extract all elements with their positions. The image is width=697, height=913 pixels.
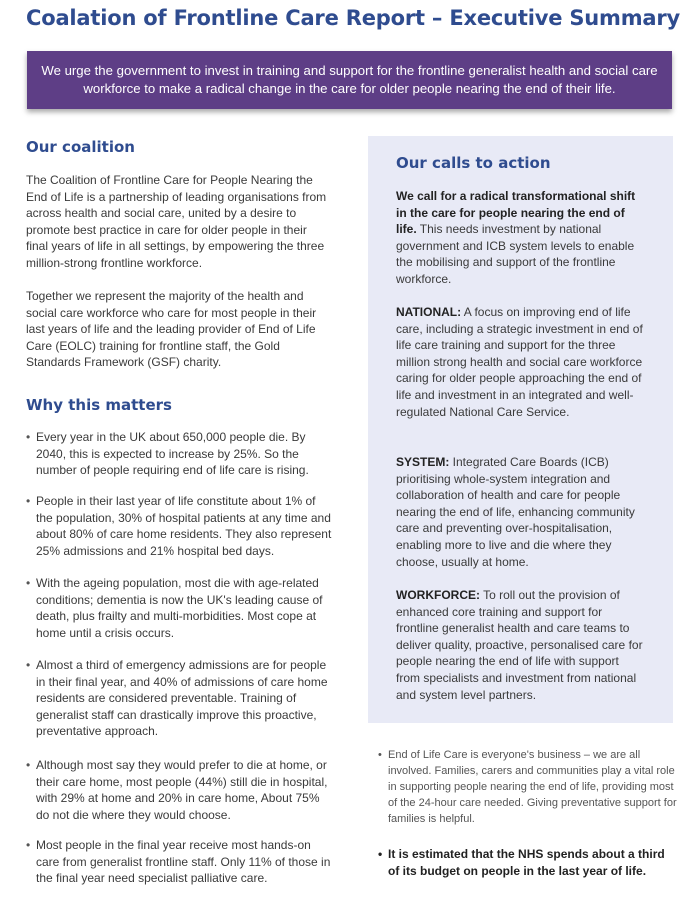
system-label: SYSTEM: (396, 455, 450, 469)
calls-intro (396, 188, 646, 288)
calls-workforce (396, 587, 646, 703)
bullet-icon: • (26, 576, 31, 590)
coalition-heading: Our coalition (26, 138, 135, 156)
coalition-paragraph-1: The Coalition of Frontline Care for People Nearing the End of Life is a partnership of leading organisations from across health and social care, united by a desire to promote best practice in care for older people in their final years of life in all settings, by empowering the three million-strong frontline workforce. (26, 173, 327, 270)
footnote-text: End of Life Care is everyone's business – we are all involved. Families, carers and communities play a vital role in supporting people nearing the end of life, providing most of the 24-hour care needed. Giving preventative support for families is helpful. (388, 749, 677, 825)
list-item (26, 657, 332, 740)
calls-heading: Our calls to action (396, 154, 551, 172)
calls-system (396, 454, 646, 570)
bullet-icon: • (26, 430, 31, 444)
national-label: NATIONAL: (396, 305, 462, 319)
list-item (26, 757, 332, 823)
bullet-icon: • (26, 758, 31, 772)
list-item (26, 837, 332, 887)
list-item-text: With the ageing population, most die with age-related conditions; dementia is now the UK's leading cause of death, plus frailty and multi-morbidities. Most cope at home until a crisis occurs. (36, 576, 323, 640)
national-text: A focus on improving end of life care, including a strategic investment in end of life care training and support for the three million strong health and social care workforce caring for older people approaching the end of life and investment in an integrated and well-regulated National Care Service. (396, 305, 643, 419)
calls-intro-bold: We call for a radical transformational shift in the care for people nearing the end of life. (396, 189, 636, 237)
list-item-text: Almost a third of emergency admissions are for people in their final year, and 40% of admissions of care home residents are considered preventable. Training of generalist staff can drastically improve this proactive, preventative approach. (36, 658, 328, 739)
bullet-icon: • (378, 847, 383, 861)
bullet-icon: • (26, 658, 31, 672)
summary-banner: We urge the government to invest in training and support for the frontline generalist health and social care workforce to make a radical change in the care for older people nearing the end of their life. (27, 51, 672, 109)
list-item (26, 575, 332, 641)
list-item (26, 493, 332, 559)
workforce-label: WORKFORCE: (396, 588, 480, 602)
calls-intro-text: This needs investment by national government and ICB system levels to enable the mobilising and support of the frontline workforce. (396, 222, 635, 286)
list-item-text: Every year in the UK about 650,000 people die. By 2040, this is expected to increase by 25%. So the number of people requiring end of life care is rising. (36, 430, 309, 478)
system-text: Integrated Care Boards (ICB) prioritising whole-system integration and collaboration of health and care for people nearing the end of life, enhancing community care and preventing over-hospitalisation, enabling more to live and die where they choose, usually at home. (396, 455, 635, 569)
footnote-item (378, 846, 678, 879)
footnote-item (378, 747, 678, 827)
list-item-text: Most people in the final year receive most hands-on care from generalist frontline staff. Only 11% of those in the final year need specialist palliative care. (36, 838, 331, 886)
bullet-icon: • (26, 838, 31, 852)
bullet-icon: • (26, 494, 31, 508)
workforce-text: To roll out the provision of enhanced core training and support for frontline generalist health and care teams to deliver quality, proactive, personalised care for people nearing the end of life with support from specialists and investment from national and system level partners. (396, 588, 643, 702)
why-heading: Why this matters (26, 396, 172, 414)
footnote-text: It is estimated that the NHS spends about a third of its budget on people in the last year of life. (388, 847, 665, 878)
calls-to-action-panel (368, 136, 673, 723)
list-item (26, 429, 332, 479)
list-item-text: Although most say they would prefer to die at home, or their care home, most people (44%) still die in hospital, with 29% at home and 20% in care home, About 75% do not die where they would choose. (36, 758, 328, 822)
coalition-paragraph-2: Together we represent the majority of the health and social care workforce who care for most people in their last years of life and the leading provider of End of Life Care (EOLC) training for frontline staff, the Gold Standards Framework (GSF) charity. (26, 289, 317, 370)
page-title: Coalation of Frontline Care Report – Executive Summary (26, 6, 681, 30)
list-item-text: People in their last year of life constitute about 1% of the population, 30% of hospital patients at any time and about 80% of care home residents. They also represent 25% admissions and 21% hospital bed days. (36, 494, 332, 558)
calls-national (396, 304, 646, 420)
bullet-icon: • (378, 749, 382, 761)
